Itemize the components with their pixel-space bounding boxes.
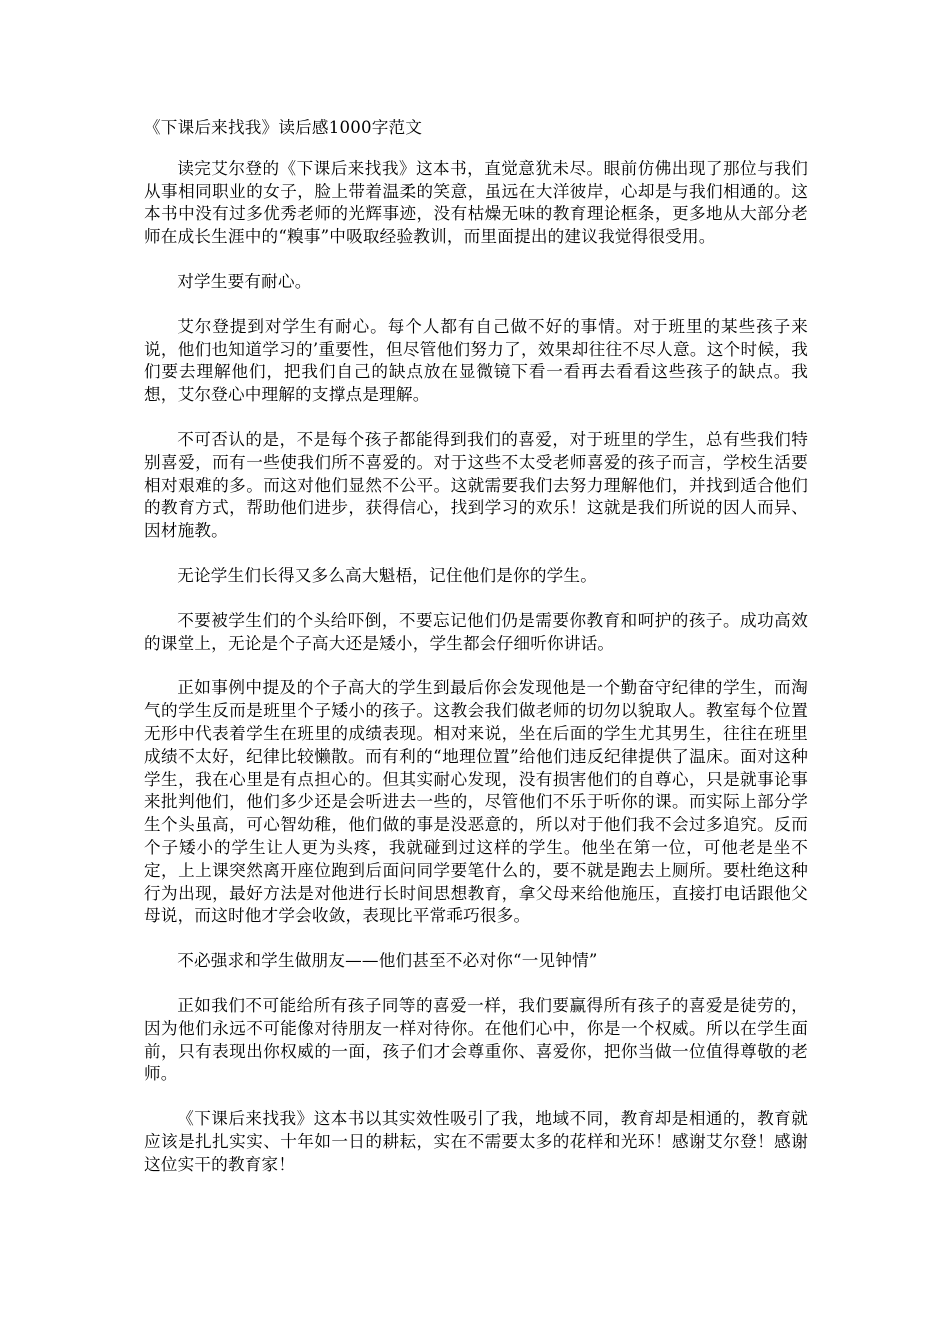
paragraph-patience: 艾尔登提到对学生有耐心。每个人都有自己做不好的事情。对于班里的某些孩子来说，他们也知道学习的’重要性，但尽管他们努力了，效果却往往不尽人意。这个时候，我们要去理解他们，把我们自己的缺点放在显微镜下看一看再去看看这些孩子的缺点。我想，艾尔登心中理解的支撑点是理解。 xyxy=(144,316,808,405)
document-title: 《下课后来找我》读后感1000字范文 xyxy=(144,118,423,137)
paragraph-conclusion: 《下课后来找我》这本书以其实效性吸引了我，地域不同，教育却是相通的，教育就应该是扎扎实实、十年如一日的耕耘，实在不需要太多的花样和光环！感谢艾尔登！感谢这位实干的教育家！ xyxy=(144,1109,808,1174)
paragraph-intro: 读完艾尔登的《下课后来找我》这本书，直觉意犹未尽。眼前仿佛出现了那位与我们从事相同职业的女子，脸上带着温柔的笑意，虽远在大洋彼岸，心却是与我们相通的。这本书中没有过多优秀老师的光辉事迹，没有枯燥无味的教育理论框条，更多地从大部分老师在成长生涯中的“糗事”中吸取经验教训，而里面提出的建议我觉得很受用。 xyxy=(144,158,808,247)
paragraph-heading-friends: 不必强求和学生做朋友——他们甚至不必对你“一见钟情” xyxy=(177,951,598,971)
paragraph-fairness: 不可否认的是，不是每个孩子都能得到我们的喜爱，对于班里的学生，总有些我们特别喜爱，而有一些使我们所不喜爱的。对于这些不太受老师喜爱的孩子而言，学校生活要相对艰难的多。而这对他们显然不公平。这就需要我们去努力理解他们，并找到适合他们的教育方式，帮助他们进步，获得信心，找到学习的欢乐！这就是我们所说的因人而异、因材施教。 xyxy=(144,429,808,541)
paragraph-height: 不要被学生们的个头给吓倒，不要忘记他们仍是需要你教育和呵护的孩子。成功高效的课堂上，无论是个子高大还是矮小，学生都会仔细听你讲话。 xyxy=(144,610,808,653)
paragraph-example: 正如事例中提及的个子高大的学生到最后你会发现他是一个勤奋守纪律的学生，而淘气的学生反而是班里个子矮小的孩子。这教会我们做老师的切勿以貌取人。教室每个位置无形中代表着学生在班里的成绩表现。相对来说，坐在后面的学生尤其男生，往往在班里成绩不太好，纪律比较懒散。而有利的“地理位置”给他们违反纪律提供了温床。面对这种学生，我在心里是有点担心的。但其实耐心发现，没有损害他们的自尊心，只是就事论事来批判他们，他们多少还是会听进去一些的，尽管他们不乐于听你的课。而实际上部分学生个头虽高，可心智幼稚，他们做的事是没恶意的，所以对于他们我不会过多追究。反而个子矮小的学生让人更为头疼，我就碰到过这样的学生。他坐在第一位，可他老是坐不定，上上课突然离开座位跑到后面问同学要笔什么的，要不就是跑去上厕所。要杜绝这种行为出现，最好方法是对他进行长时间思想教育，拿父母来给他施压，直接打电话跟他父母说，而这时他才学会收敛，表现比平常乖巧很多。 xyxy=(144,678,808,926)
document-page xyxy=(144,117,808,1198)
paragraph-authority: 正如我们不可能给所有孩子同等的喜爱一样，我们要赢得所有孩子的喜爱是徒劳的，因为他们永远不可能像对待朋友一样对待你。在他们心中，你是一个权威。所以在学生面前，只有表现出你权威的一面，孩子们才会尊重你、喜爱你，把你当做一位值得尊敬的老师。 xyxy=(144,995,808,1084)
paragraph-heading-patience: 对学生要有耐心。 xyxy=(177,271,312,291)
paragraph-heading-students: 无论学生们长得又多么高大魁梧，记住他们是你的学生。 xyxy=(177,565,598,585)
